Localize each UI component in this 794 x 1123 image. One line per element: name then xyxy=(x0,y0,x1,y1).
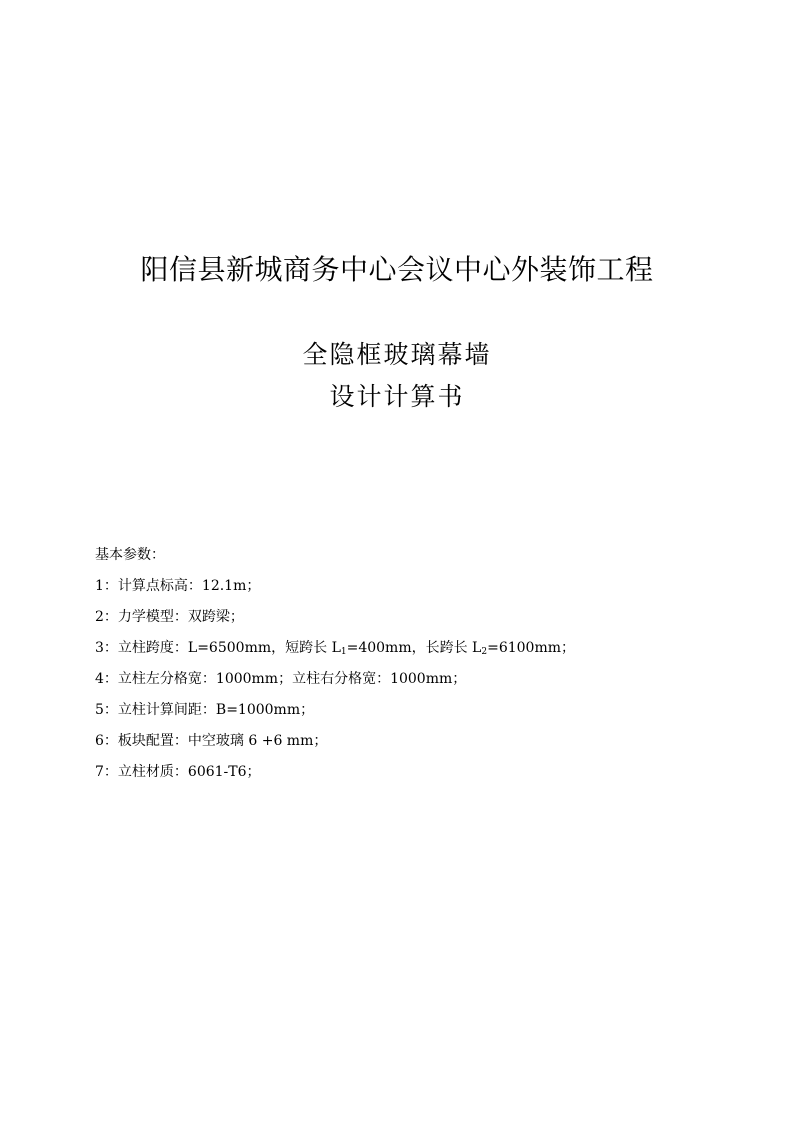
column-span-text-3: =6100mm； xyxy=(487,640,576,656)
parameter-calc-spacing: 5：立柱计算间距：B=1000mm； xyxy=(95,702,315,718)
column-span-text-2: =400mm，长跨长 L xyxy=(346,640,482,656)
document-title-line2: 设计计算书 xyxy=(329,382,465,411)
parameter-elevation: 1：计算点标高：12.1m； xyxy=(95,578,261,594)
parameter-grid-width: 4：立柱左分格宽：1000mm；立柱右分格宽：1000mm； xyxy=(95,671,467,687)
parameter-mechanical-model: 2：力学模型：双跨梁； xyxy=(95,609,244,625)
parameters-heading: 基本参数： xyxy=(95,547,165,563)
parameter-panel-config: 6：板块配置：中空玻璃 6 +6 mm； xyxy=(95,733,328,749)
document-title-line1: 全隐框玻璃幕墙 xyxy=(302,340,492,369)
parameter-column-material: 7：立柱材质：6061-T6； xyxy=(95,764,261,780)
long-span-subscript: 2 xyxy=(481,647,488,657)
short-span-subscript: 1 xyxy=(340,647,347,657)
parameter-column-span xyxy=(95,638,735,669)
column-span-text-1: 3：立柱跨度：L=6500mm，短跨长 L xyxy=(95,640,341,656)
basic-parameters xyxy=(95,545,735,793)
project-title: 阳信县新城商务中心会议中心外装饰工程 xyxy=(140,253,654,286)
